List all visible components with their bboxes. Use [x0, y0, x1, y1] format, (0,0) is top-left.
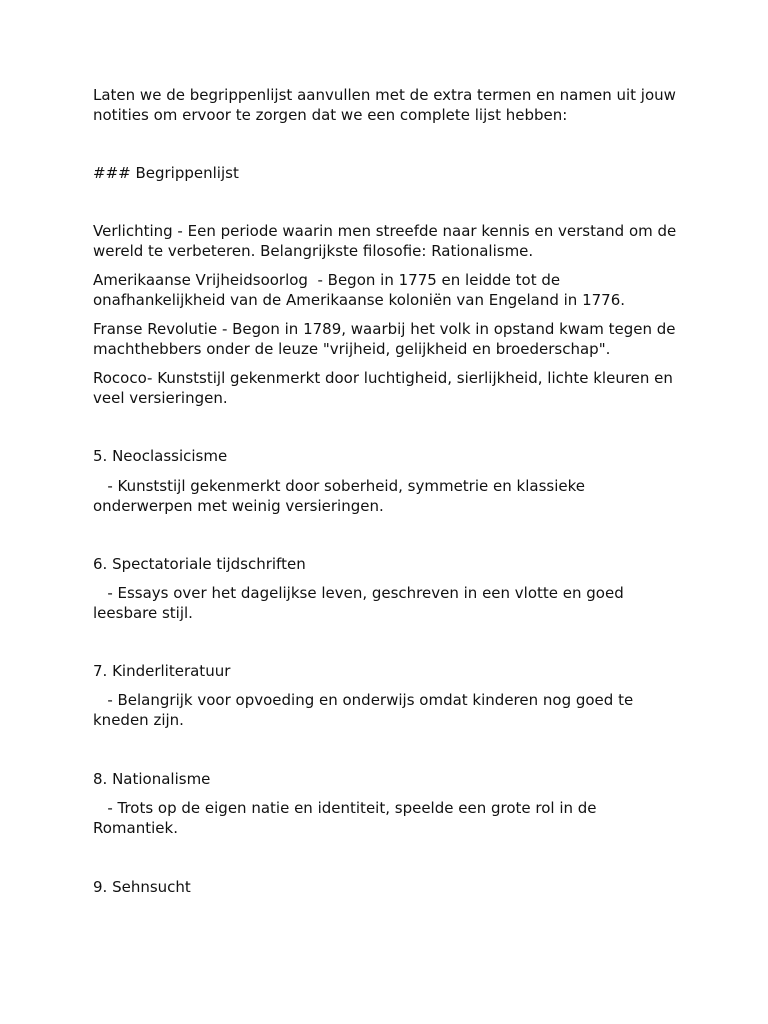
entry-amerikaanse-vrijheidsoorlog: Amerikaanse Vrijheidsoorlog - Begon in 1775 en leidde tot de onafhankelijkheid van de Amerikaanse koloniën van Engeland in 1776.: [93, 271, 626, 309]
item-desc-nationalisme: - Trots op de eigen natie en identiteit, speelde een grote rol in de Romantiek.: [93, 799, 602, 837]
intro-paragraph: Laten we de begrippenlijst aanvullen met de extra termen en namen uit jouw notities om ervoor te zorgen dat we een complete lijst hebben:: [93, 86, 681, 124]
item-title-kinderliteratuur: 7. Kinderliteratuur: [93, 662, 231, 680]
item-title-sehnsucht: 9. Sehnsucht: [93, 878, 191, 896]
item-desc-neoclassicisme: - Kunststijl gekenmerkt door soberheid, symmetrie en klassieke onderwerpen met weinig versieringen.: [93, 477, 590, 515]
item-desc-kinderliteratuur: - Belangrijk voor opvoeding en onderwijs omdat kinderen nog goed te kneden zijn.: [93, 691, 638, 729]
item-title-neoclassicisme: 5. Neoclassicisme: [93, 447, 228, 465]
entry-verlichting: Verlichting - Een periode waarin men streefde naar kennis en verstand om de wereld te verbeteren. Belangrijkste filosofie: Rationalisme.: [93, 222, 682, 260]
entry-franse-revolutie: Franse Revolutie - Begon in 1789, waarbij het volk in opstand kwam tegen de machthebbers onder de leuze "vrijheid, gelijkheid en broederschap".: [93, 320, 681, 358]
entry-rococo: Rococo- Kunststijl gekenmerkt door luchtigheid, sierlijkheid, lichte kleuren en veel versieringen.: [93, 369, 678, 407]
item-desc-spectatoriale: - Essays over het dagelijkse leven, geschreven in een vlotte en goed leesbare stijl.: [93, 584, 629, 622]
section-heading: ### Begrippenlijst: [93, 164, 239, 182]
item-title-nationalisme: 8. Nationalisme: [93, 770, 211, 788]
item-title-spectatoriale: 6. Spectatoriale tijdschriften: [93, 555, 306, 573]
